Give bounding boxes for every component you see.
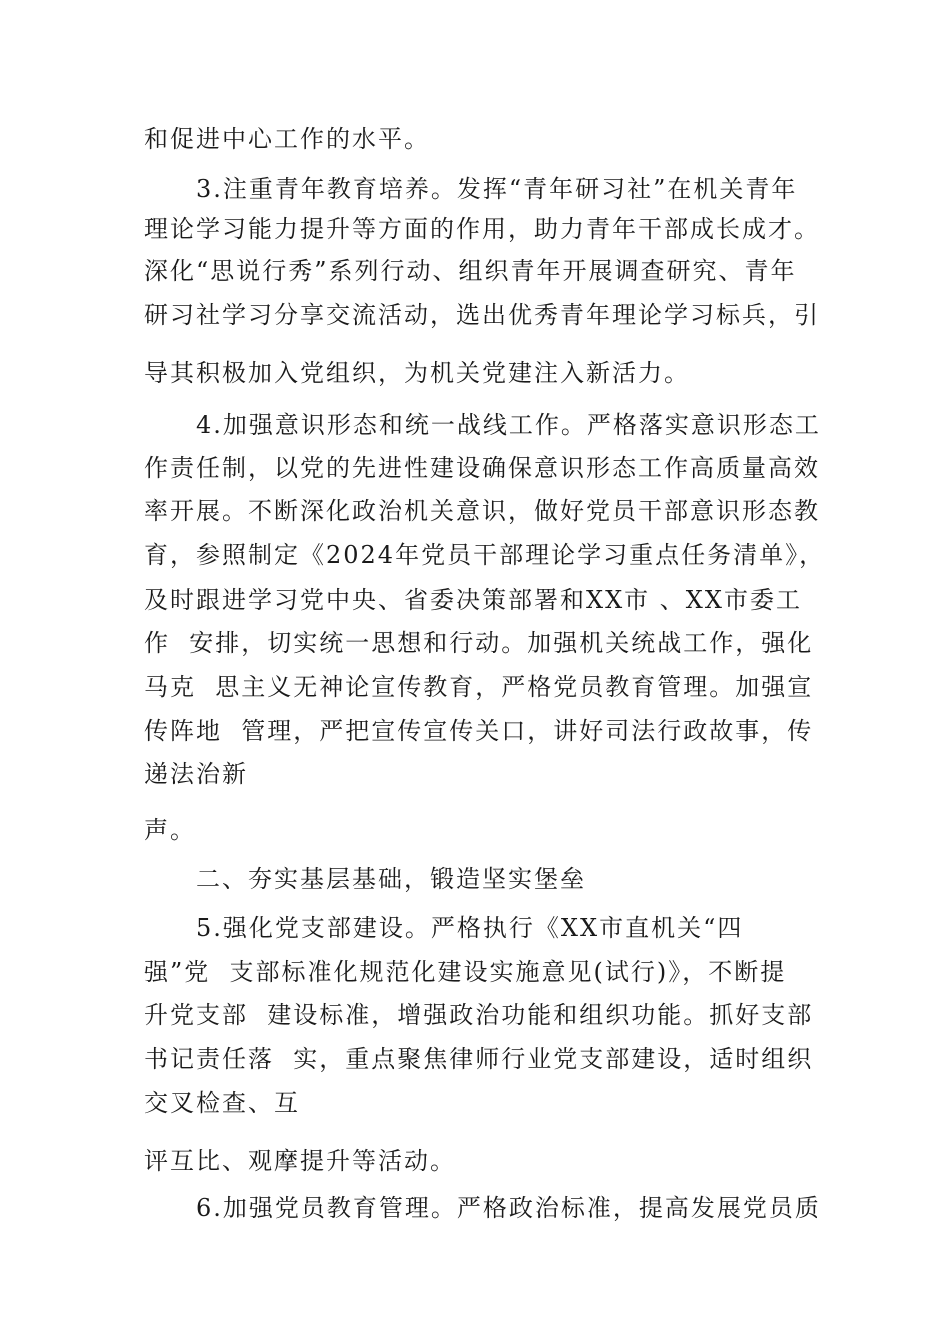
text-line: 理论学习能力提升等方面的作用，助力青年干部成长成才。 (144, 215, 820, 243)
text-line: 升党支部 建设标准，增强政治功能和组织功能。抓好支部 (144, 1001, 814, 1029)
text-line: 作 安排，切实统一思想和行动。加强机关统战工作，强化 (144, 629, 814, 657)
text-line: 深化“思说行秀”系列行动、组织青年开展调查研究、青年 (144, 257, 797, 285)
text-line: 作责任制，以党的先进性建设确保意识形态工作高质量高效 (144, 454, 820, 482)
text-line: 评互比、观摩提升等活动。 (144, 1147, 456, 1175)
text-line: 3.注重青年教育培养。发挥“青年研习社”在机关青年 (196, 175, 798, 203)
text-line: 育，参照制定《2024年党员干部理论学习重点任务清单》， (144, 541, 826, 569)
text-line: 书记责任落 实，重点聚焦律师行业党支部建设，适时组织 (144, 1045, 814, 1073)
text-line: 率开展。不断深化政治机关意识，做好党员干部意识形态教 (144, 497, 820, 525)
text-line: 和促进中心工作的水平。 (144, 125, 430, 153)
text-line: 递法治新 (144, 760, 248, 788)
text-line: 及时跟进学习党中央、省委决策部署和XX市 、XX市委工 (144, 586, 802, 614)
section-heading: 二、夯实基层基础，锻造坚实堡垒 (196, 865, 586, 893)
text-line: 马克 思主义无神论宣传教育，严格党员教育管理。加强宣 (144, 673, 814, 701)
text-line: 导其积极加入党组织，为机关党建注入新活力。 (144, 359, 690, 387)
text-line: 强”党 支部标准化规范化建设实施意见(试行)》，不断提 (144, 958, 787, 986)
text-line: 交叉检查、互 (144, 1089, 300, 1117)
text-line: 研习社学习分享交流活动，选出优秀青年理论学习标兵，引 (144, 301, 820, 329)
text-line: 6.加强党员教育管理。严格政治标准，提高发展党员质 (196, 1194, 821, 1222)
text-line: 4.加强意识形态和统一战线工作。严格落实意识形态工 (196, 411, 821, 439)
text-line: 传阵地 管理，严把宣传宣传关口，讲好司法行政故事，传 (144, 717, 814, 745)
text-line: 声。 (144, 816, 196, 844)
text-line: 5.强化党支部建设。严格执行《XX市直机关“四 (196, 914, 744, 942)
